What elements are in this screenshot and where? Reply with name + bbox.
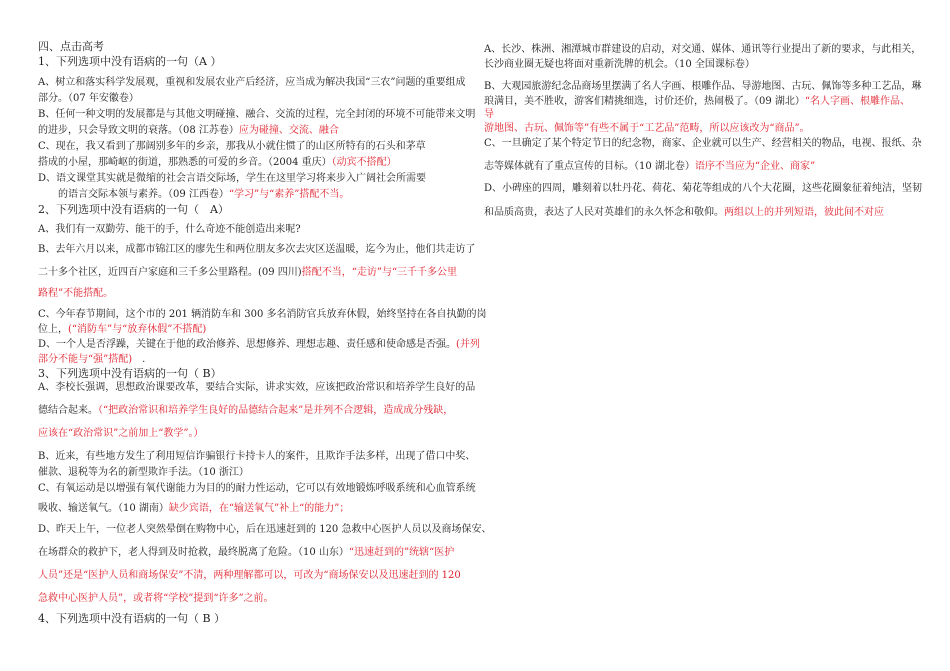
body-text: 和品质高贵，表达了人民对英雄们的永久怀念和敬仰。	[484, 207, 724, 218]
annotation-text: 人员”还是“医护人员和商场保安”不清，两种理解都可以，可改为“商场保安以及迅速赶到的 120	[38, 570, 461, 581]
body-text: B、近来，有些地方发生了利用短信诈骗银行卡持卡人的案件，且欺诈手法多样，出现了借口中奖、	[38, 451, 476, 462]
text-line-left-4	[38, 108, 475, 121]
body-text: 的语言交际本领与素养。（09 江西卷）	[38, 189, 229, 200]
question-heading-left-10	[38, 203, 229, 216]
body-text: 4、下列选项中没有语病的一句（ B ）	[38, 612, 226, 625]
text-line-right-9	[484, 206, 884, 219]
annotation-text: (“消防车”与“放弃休假”不搭配)	[68, 324, 207, 335]
body-text: A、树立和落实科学发展观，重视和发展农业产后经济，应当成为解决我国“三农”问题的重要组成	[38, 77, 466, 88]
body-text: 吸收、输送氧气。（10 湖南）	[38, 503, 169, 514]
text-line-left-3	[38, 92, 139, 105]
body-text: 1、下列选项中没有语病的一句（A ）	[38, 55, 222, 68]
annotation-text: 应为碰撞、交流、融合	[238, 125, 339, 136]
annotation-text: 急救中心医护人员”，或者将“学校”提到“许多”之前。	[38, 593, 274, 604]
body-text: 搭成的小屋，那崎岖的街道，那熟悉的可爱的乡音。（2004 重庆）	[38, 157, 332, 168]
annotation-text: 应该在“政治常识”之前加上“教学”。）	[38, 428, 204, 439]
text-line-left-12	[38, 243, 475, 256]
body-text: 的进步，只会导致文明的衰落。（08 江苏卷）	[38, 125, 239, 136]
annotation-text: 部分不能与“强”搭配)	[38, 354, 133, 365]
annotation-text: 语序不当应为“企业、商家”	[694, 161, 816, 172]
question-heading-left-1	[38, 55, 221, 68]
body-text: D、昨天上午，一位老人突然晕倒在购物中心，后在迅速赶到的 120 急救中心医护人员以及商场保安、	[38, 524, 492, 535]
text-line-left-2	[38, 76, 465, 89]
annotation-text: (并列	[456, 339, 480, 350]
text-line-left-13	[38, 266, 457, 279]
body-text: 催款、退税等为名的新型欺诈手法。（10 浙江）	[38, 467, 249, 478]
text-line-right-5	[484, 122, 810, 135]
body-text: C、今年春节期间，这个市的 201 辆消防车和 300 多名消防官兵放弃休假，始终坚持在各自执勤的岗	[38, 309, 487, 320]
body-text: 琅满目，美不胜收，游客们精挑细选，讨价还价，热闹极了。（09 湖北）	[484, 96, 805, 107]
text-line-left-22	[38, 427, 203, 440]
annotation-text: 搭配不当，“走访”与“三千千多公里	[301, 267, 458, 278]
text-line-left-29	[38, 569, 461, 582]
body-text: 部分。（07 年安徽卷）	[38, 93, 139, 104]
body-text: B、大观园旅游纪念品商场里摆满了名人字画、根雕作品、导游地图、古玩、佩饰等多种工艺品，琳	[484, 81, 922, 92]
question-heading-left-0	[38, 40, 104, 53]
body-text: .	[132, 354, 146, 365]
text-line-right-1	[484, 58, 755, 71]
body-text: B、任何一种文明的发展都是与其他文明碰撞、融合、交流的过程，完全封闭的环境不可能带来文明	[38, 109, 476, 120]
text-line-left-21	[38, 404, 453, 417]
text-line-left-7	[38, 156, 397, 169]
question-heading-left-19	[38, 367, 222, 380]
body-text: C、一旦确定了某个特定节日的纪念物，商家、企业就可以生产、经营相关的物品，电视、报纸、杂	[484, 138, 922, 149]
annotation-text: （“把政治常识和培养学生良好的品德结合起来”是并列不合逻辑，造成成分残缺，	[98, 405, 454, 416]
text-line-right-6	[484, 137, 922, 150]
body-text: D、一个人是否浮躁，关键在于他的政治修养、思想修养、理想志趣、责任感和使命感是否强。	[38, 339, 457, 350]
text-line-left-17	[38, 338, 480, 351]
question-heading-left-31	[38, 612, 225, 625]
text-line-left-30	[38, 592, 274, 605]
text-line-left-11	[38, 223, 301, 236]
annotation-text: 缺少宾语，在“输送氧气”补上“的能力”；	[168, 503, 350, 514]
text-line-right-0	[484, 43, 921, 56]
annotation-text: “学习”与“素养”搭配不当。	[228, 189, 350, 200]
body-text: 四、点击高考	[38, 40, 104, 53]
text-line-right-3	[484, 95, 910, 108]
body-text: D、小碑座的四周，雕刻着以牡丹花、荷花、菊花等组成的八个大花圈，这些花圈象征着纯洁，坚韧	[484, 183, 923, 194]
annotation-text: “迅速赶到的”统辖“医护	[348, 547, 455, 558]
text-line-right-2	[484, 80, 921, 93]
annotation-text: 游地图、古玩、佩饰等”有些不属于“工艺品”范畴，所以应该改为“商品”。	[484, 123, 810, 134]
text-line-left-15	[38, 308, 487, 321]
text-line-left-8	[38, 172, 426, 185]
body-text: A、长沙、株洲、湘潭城市群建设的启动，对交通、媒体、通讯等行业提出了新的要求，与此相关，	[484, 44, 922, 55]
text-line-left-28	[38, 546, 454, 559]
text-line-left-18	[38, 353, 145, 366]
annotation-text: （动宾不搭配）	[331, 157, 397, 168]
body-text: 在场群众的救护下，老人得到及时抢救，最终脱离了危险。（10 山东）	[38, 547, 349, 558]
text-line-right-7	[484, 160, 815, 173]
body-text: 志等媒体就有了重点宣传的目标。（10 湖北卷）	[484, 161, 695, 172]
text-line-right-4	[484, 108, 494, 121]
body-text: 二十多个社区，近四百户家庭和三千多公里路程。(09 四川)	[38, 267, 302, 278]
annotation-text: 路程”不能搭配。	[38, 288, 114, 299]
body-text: 2、下列选项中没有语病的一句（ A）	[38, 203, 229, 216]
body-text: C、现在，我又看到了那阔别多年的乡亲，那我从小就住惯了的山区所特有的石头和茅草	[38, 141, 426, 152]
text-line-left-9	[38, 188, 349, 201]
text-line-left-5	[38, 124, 339, 137]
text-line-left-23	[38, 450, 475, 463]
annotation-text: “名人字画、根雕作品、	[804, 96, 911, 107]
text-line-left-6	[38, 140, 426, 153]
annotation-text: 导	[484, 109, 494, 120]
text-line-left-14	[38, 287, 113, 300]
annotation-text: 两组以上的并列短语，彼此间不对应	[724, 207, 884, 218]
body-text: 德结合起来。	[38, 405, 98, 416]
body-text: 位上，	[38, 324, 68, 335]
text-line-left-25	[38, 482, 476, 495]
body-text: 长沙商业圈无疑也将面对重新洗牌的机会。（10 全国课标卷）	[484, 59, 755, 70]
body-text: D、语文课堂其实就是微缩的社会言语交际场，学生在这里学习将来步入广阔社会所需要	[38, 173, 427, 184]
text-line-left-16	[38, 323, 206, 336]
body-text: 3、下列选项中没有语病的一句（ B）	[38, 367, 222, 380]
text-line-left-20	[38, 381, 475, 394]
text-line-right-8	[484, 182, 922, 195]
text-line-left-24	[38, 466, 249, 479]
body-text: A、李校长强调，思想政治课要改革，要结合实际，讲求实效，应该把政治常识和培养学生良好的品	[38, 382, 476, 393]
body-text: A、我们有一双勤劳、能干的手，什么奇迹不能创造出来呢?	[38, 224, 301, 235]
text-line-left-27	[38, 523, 491, 536]
body-text: C、有氧运动是以增强有氧代谢能力为目的的耐力性运动，它可以有效地锻炼呼吸系统和心血管系统	[38, 483, 476, 494]
body-text: B、去年六月以来，成都市锦江区的廖先生和两位朋友多次去灾区送温暖，迄今为止，他们共走访了	[38, 244, 476, 255]
text-line-left-26	[38, 502, 349, 515]
